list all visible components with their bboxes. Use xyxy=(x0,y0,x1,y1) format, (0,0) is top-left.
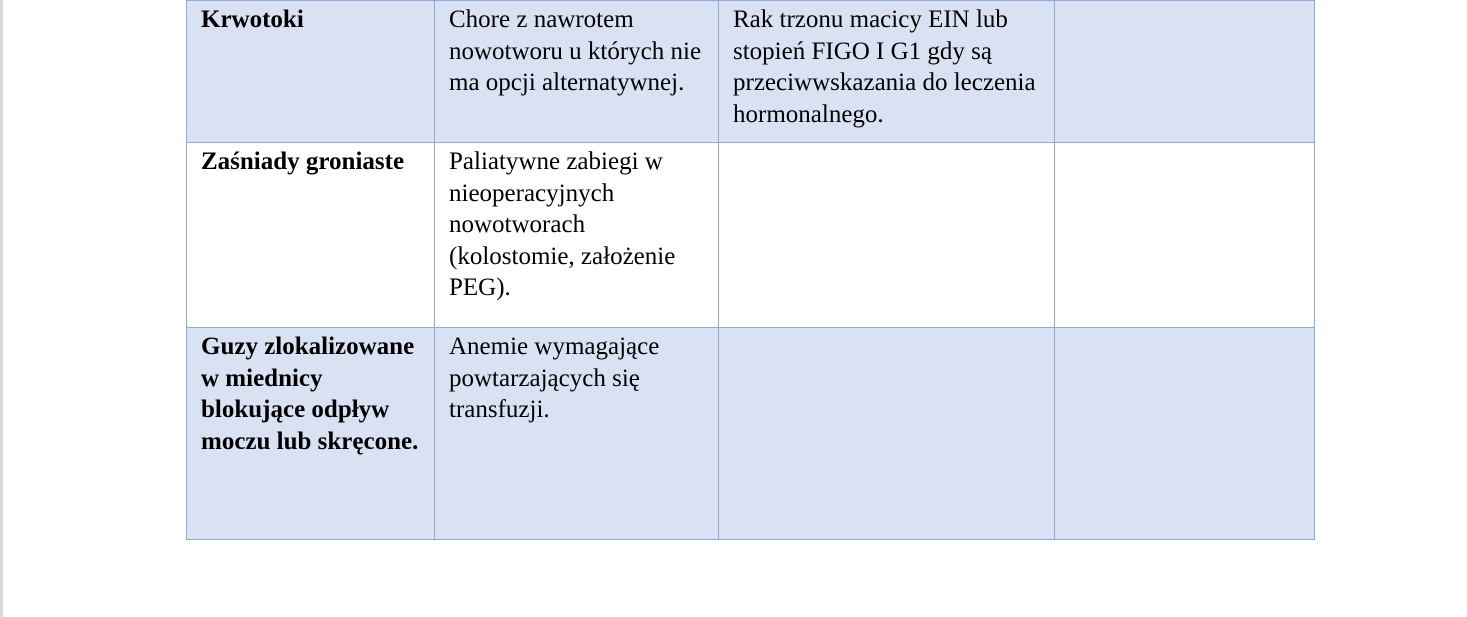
document-page xyxy=(3,0,1467,617)
row-heading: Guzy zlokalizowane w miednicy blokujące odpływ moczu lub skręcone. xyxy=(201,333,419,455)
cell-text: Paliatywne zabiegi w nieoperacyjnych nowotworach (kolostomie, założenie PEG). xyxy=(449,148,676,301)
row-heading: Krwotoki xyxy=(201,6,304,33)
table-cell xyxy=(187,1,435,143)
cell-text: Anemie wymagające powtarzających się transfuzji. xyxy=(449,333,660,423)
row-heading: Zaśniady groniaste xyxy=(201,148,405,175)
table-row xyxy=(187,328,1315,540)
table-cell xyxy=(719,1,1055,143)
table-cell xyxy=(187,328,435,540)
cell-text: Rak trzonu macicy EIN lub stopień FIGO I G1 gdy są przeciwwskazania do leczenia hormonalnego. xyxy=(733,6,1036,128)
table-cell xyxy=(1055,328,1315,540)
table-cell xyxy=(435,143,719,328)
table-cell xyxy=(1055,1,1315,143)
table-cell xyxy=(719,328,1055,540)
table-cell xyxy=(1055,143,1315,328)
table-row xyxy=(187,1,1315,143)
table-row xyxy=(187,143,1315,328)
indications-table xyxy=(186,0,1315,540)
table-cell xyxy=(435,328,719,540)
cell-text: Chore z nawrotem nowotworu u których nie ma opcji alternatywnej. xyxy=(449,6,702,96)
table-cell xyxy=(435,1,719,143)
table-cell xyxy=(187,143,435,328)
table-cell xyxy=(719,143,1055,328)
